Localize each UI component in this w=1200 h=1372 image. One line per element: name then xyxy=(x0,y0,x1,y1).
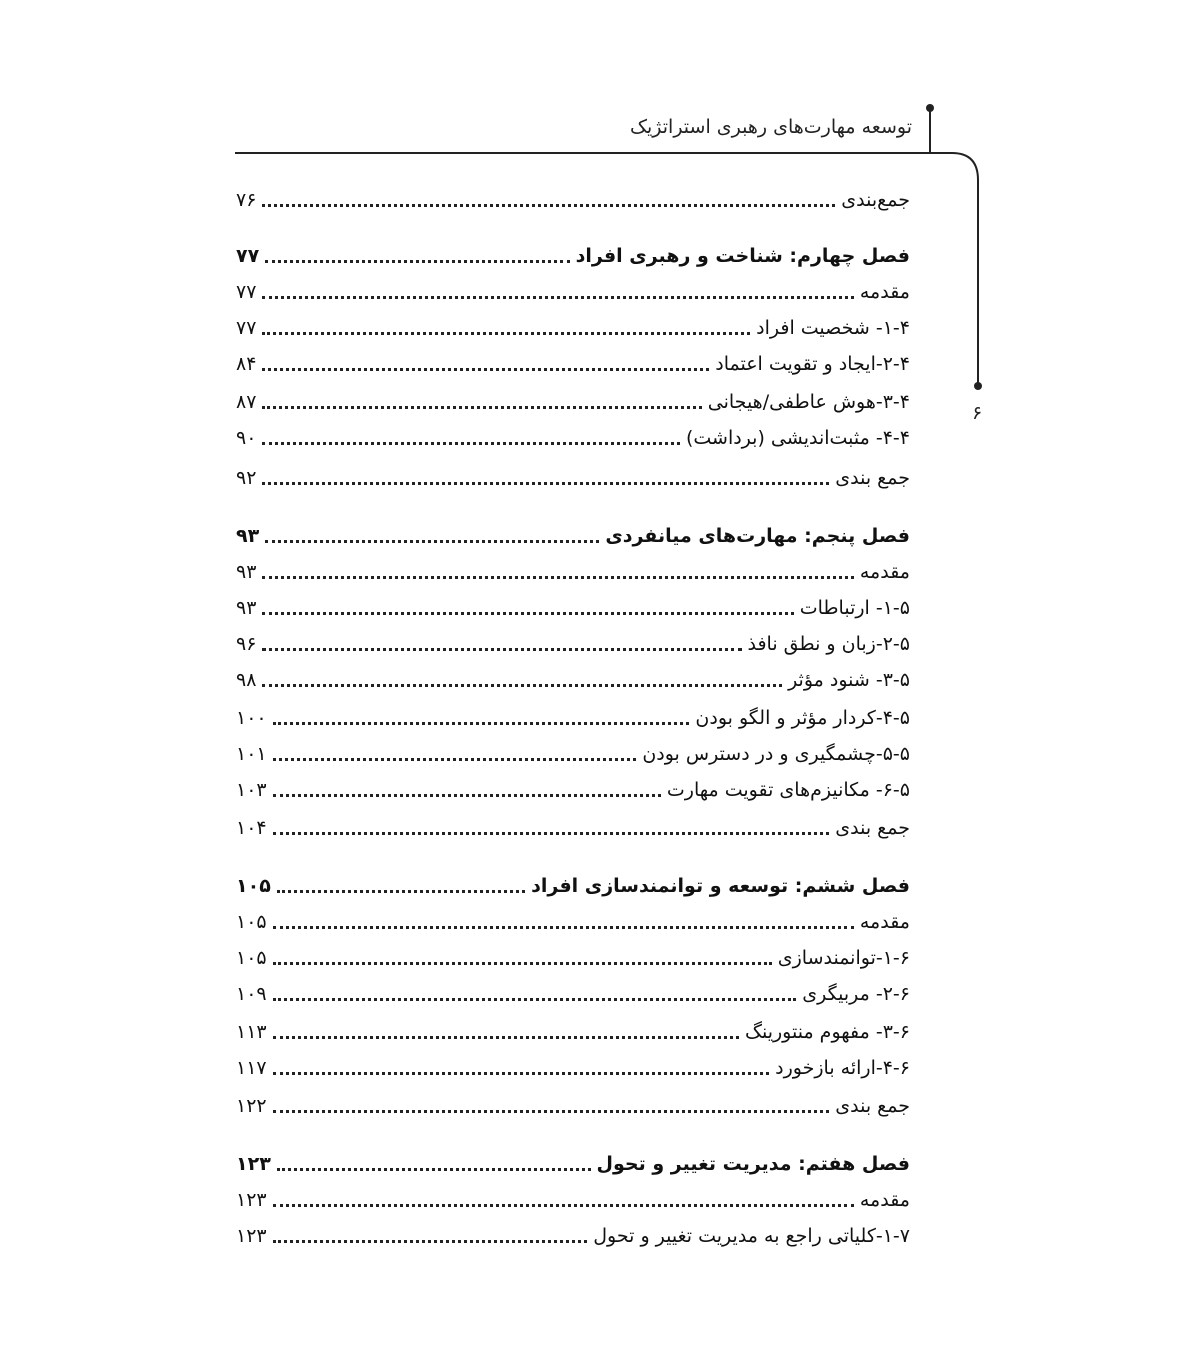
toc-entry-title: مقدمه xyxy=(859,561,910,583)
toc-page-number: ۱۰۳ xyxy=(236,779,267,801)
toc-page-number: ۱۲۳ xyxy=(236,1225,267,1247)
toc-page-number: ۱۰۵ xyxy=(236,875,271,897)
toc-entry-row xyxy=(236,590,910,626)
toc-page-number: ۹۲ xyxy=(236,467,257,489)
toc-entry-title: فصل پنجم: مهارت‌های میانفردی xyxy=(605,525,910,547)
top-dot-icon xyxy=(926,104,934,112)
toc-entry-row xyxy=(236,736,910,772)
dot-leader xyxy=(273,722,690,725)
dot-leader xyxy=(273,1036,739,1039)
toc-page-number: ۱۱۷ xyxy=(236,1057,267,1079)
toc-page-number: ۹۶ xyxy=(236,633,257,655)
toc-entry-title: جمع‌بندی xyxy=(841,189,910,211)
dot-leader xyxy=(262,482,829,485)
dot-leader xyxy=(273,1072,770,1075)
toc-entry-title: مقدمه xyxy=(859,911,910,933)
toc-page-number: ۱۰۵ xyxy=(236,947,267,969)
dot-leader xyxy=(262,406,701,409)
toc-page-number: ۷۷ xyxy=(236,281,257,303)
toc-entry-title: ۴-۶-ارائه بازخورد xyxy=(775,1057,910,1079)
toc-entry-row xyxy=(236,662,910,698)
toc-entry-title: ۴-۵-کردار مؤثر و الگو بودن xyxy=(695,707,910,729)
toc-page-number: ۱۰۰ xyxy=(236,707,267,729)
dot-leader xyxy=(262,204,835,207)
toc-entry-title: ۱-۵- ارتباطات xyxy=(799,597,910,619)
toc-page-number: ۱۰۴ xyxy=(236,817,267,839)
dot-leader xyxy=(273,832,830,835)
toc-page-number: ۹۸ xyxy=(236,669,257,691)
toc-chapter-row xyxy=(236,518,910,554)
toc-chapter-row xyxy=(236,238,910,274)
dot-leader xyxy=(273,758,637,761)
toc-page-number: ۱۲۳ xyxy=(236,1189,267,1211)
toc-entry-row xyxy=(236,460,910,496)
toc-entry-title: ۱-۴- شخصیت افراد xyxy=(756,317,910,339)
toc-entry-row xyxy=(236,554,910,590)
toc-entry-row xyxy=(236,346,910,382)
toc-entry-row xyxy=(236,700,910,736)
toc-entry-row xyxy=(236,940,910,976)
toc-entry-row xyxy=(236,1014,910,1050)
toc-chapter-row xyxy=(236,1146,910,1182)
toc-page-number: ۷۶ xyxy=(236,189,257,211)
toc-page-number: ۱۰۹ xyxy=(236,983,267,1005)
page-number: ۶ xyxy=(972,402,983,424)
toc-entry-title: فصل هفتم: مدیریت تغییر و تحول xyxy=(596,1153,910,1175)
toc-entry-title: فصل ششم: توسعه و توانمندسازی افراد xyxy=(531,875,910,897)
toc-page-number: ۱۲۲ xyxy=(236,1095,267,1117)
toc-page-number: ۱۰۱ xyxy=(236,743,267,765)
toc-entry-title: ۴-۴- مثبت‌اندیشی (برداشت) xyxy=(685,427,910,449)
toc-entry-row xyxy=(236,310,910,346)
toc-entry-title: جمع بندی xyxy=(835,467,910,489)
dot-leader xyxy=(262,442,680,445)
toc-entry-title: مقدمه xyxy=(859,1189,910,1211)
toc-entry-title: ۱-۷-کلیاتی راجع به مدیریت تغییر و تحول xyxy=(593,1225,910,1247)
toc-entry-row xyxy=(236,626,910,662)
dot-leader xyxy=(273,926,854,929)
toc-entry-row xyxy=(236,1182,910,1218)
dot-leader xyxy=(273,794,661,797)
toc-page-number: ۱۰۵ xyxy=(236,911,267,933)
toc-page-number: ۸۴ xyxy=(236,353,257,375)
toc-page-number: ۷۷ xyxy=(236,245,260,267)
dot-leader xyxy=(273,1110,830,1113)
toc-page-number: ۹۳ xyxy=(236,525,260,547)
toc-chapter-row xyxy=(236,868,910,904)
toc-entry-row xyxy=(236,274,910,310)
toc-entry-title: مقدمه xyxy=(859,281,910,303)
dot-leader xyxy=(273,962,772,965)
toc-entry-title: ۳-۵- شنود مؤثر xyxy=(788,669,910,691)
dot-leader xyxy=(277,890,525,893)
toc-page-number: ۱۲۳ xyxy=(236,1153,271,1175)
toc-entry-title: ۶-۵- مکانیزم‌های تقویت مهارت xyxy=(666,779,910,801)
toc-entry-title: جمع بندی xyxy=(835,1095,910,1117)
dot-leader xyxy=(273,998,797,1001)
toc-entry-title: ۵-۵-چشمگیری و در دسترس بودن xyxy=(642,743,910,765)
toc-entry-row xyxy=(236,1050,910,1086)
toc-entry-row xyxy=(236,1088,910,1124)
toc-entry-row xyxy=(236,384,910,420)
dot-leader xyxy=(262,684,782,687)
toc-entry-title: جمع بندی xyxy=(835,817,910,839)
toc-page-number: ۷۷ xyxy=(236,317,257,339)
toc-page-number: ۱۱۳ xyxy=(236,1021,267,1043)
dot-leader xyxy=(262,612,793,615)
dot-leader xyxy=(262,332,750,335)
toc-entry-title: فصل چهارم: شناخت و رهبری افراد xyxy=(575,245,910,267)
toc-entry-row xyxy=(236,904,910,940)
dot-leader xyxy=(273,1204,854,1207)
toc-page-number: ۸۷ xyxy=(236,391,257,413)
toc-entry-row xyxy=(236,1218,910,1254)
toc-entry-row xyxy=(236,772,910,808)
toc-entry-title: ۳-۴-هوش عاطفی/هیجانی xyxy=(707,391,910,413)
dot-leader xyxy=(262,648,741,651)
toc-page-number: ۹۳ xyxy=(236,597,257,619)
dot-leader xyxy=(265,540,599,543)
dot-leader xyxy=(277,1168,591,1171)
dot-leader xyxy=(262,368,709,371)
toc-entry-title: ۲-۴-ایجاد و تقویت اعتماد xyxy=(715,353,910,375)
toc-entry-title: ۱-۶-توانمندسازی xyxy=(777,947,910,969)
dot-leader xyxy=(265,260,569,263)
toc-entry-title: ۲-۶- مربیگری xyxy=(802,983,910,1005)
toc-entry-row xyxy=(236,976,910,1012)
toc-entry-title: ۳-۶- مفهوم منتورینگ xyxy=(744,1021,910,1043)
toc-page-number: ۹۳ xyxy=(236,561,257,583)
running-header-title: توسعه مهارت‌های رهبری استراتژیک xyxy=(629,116,912,138)
toc-entry-row xyxy=(236,420,910,456)
toc-entry-title: ۲-۵-زبان و نطق نافذ xyxy=(747,633,910,655)
toc-entry-row xyxy=(236,810,910,846)
bottom-dot-icon xyxy=(974,382,982,390)
toc-entry-row xyxy=(236,182,910,218)
dot-leader xyxy=(273,1240,588,1243)
dot-leader xyxy=(262,296,853,299)
dot-leader xyxy=(262,576,853,579)
toc-page-number: ۹۰ xyxy=(236,427,257,449)
